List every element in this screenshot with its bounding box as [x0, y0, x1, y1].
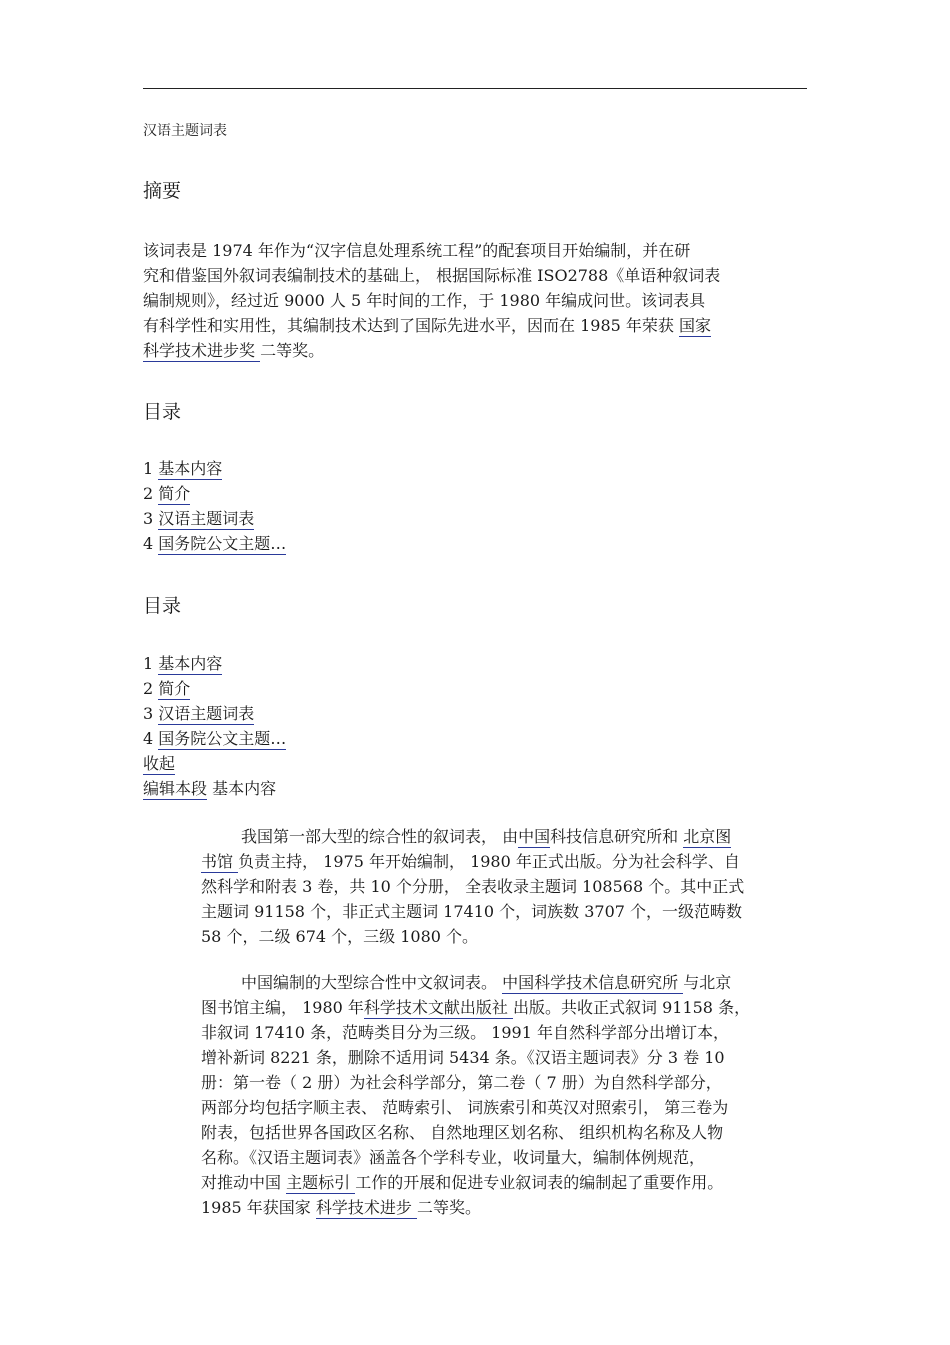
text-line: [143, 238, 809, 263]
toc-heading-2: 目录: [143, 595, 182, 617]
text-line: [201, 1170, 809, 1195]
text-span: 然科学和附表 3 卷，共 10 个分册， 全表收录主题词 108568 个。其中正式: [201, 877, 745, 896]
text-span: 册：第一卷（ 2 册）为社会科学部分，第二卷（ 7 册）为自然科学部分，: [201, 1073, 722, 1092]
section-title: 基本内容: [207, 779, 277, 798]
header-rule: [143, 88, 807, 89]
text-line: [201, 1095, 809, 1120]
text-span: 58 个，二级 674 个，三级 1080 个。: [201, 927, 479, 946]
text-line: [201, 824, 809, 849]
text-span: 负责主持， 1975 年开始编制， 1980 年正式出版。分为社会科学、自: [238, 852, 740, 871]
toc-item: [143, 676, 286, 701]
toc-item: [143, 531, 286, 556]
toc-item-link[interactable]: 基本内容: [158, 459, 223, 478]
text-line: [201, 1020, 809, 1045]
text-span: 二等奖。: [417, 1198, 482, 1217]
inline-link[interactable]: 科学技术文献出版社: [363, 998, 513, 1017]
text-line: [201, 1195, 809, 1220]
body-paragraph-1: [201, 824, 809, 949]
text-span: 编制规则》，经过近 9000 人 5 年时间的工作，于 1980 年编成问世。该词表具: [143, 291, 706, 310]
toc-item: [143, 506, 286, 531]
toc-item-link[interactable]: 国务院公文主题…: [158, 534, 287, 553]
table-of-contents-1: [143, 456, 286, 556]
body-paragraph-2: [201, 970, 809, 1220]
collapse-link[interactable]: 收起: [143, 754, 176, 773]
abstract-heading: 摘要: [143, 180, 182, 202]
toc-item: [143, 701, 286, 726]
text-span: 非叙词 17410 条，范畴类目分为三级。 1991 年自然科学部分出增订本，: [201, 1023, 729, 1042]
toc-item-link[interactable]: 简介: [158, 484, 191, 503]
inline-link[interactable]: 主题标引: [286, 1173, 356, 1192]
text-line: [143, 313, 809, 338]
toc-item: [143, 651, 286, 676]
text-span: 与北京: [683, 973, 732, 992]
toc-item: [143, 481, 286, 506]
toc-item-number: 4: [143, 534, 159, 553]
toc-item-number: 4: [143, 729, 159, 748]
abstract-paragraph: [143, 238, 809, 363]
text-span: 主题词 91158 个，非正式主题词 17410 个，词族数 3707 个，一级范畴数: [201, 902, 743, 921]
text-span: 出版。共收正式叙词 91158 条，: [513, 998, 751, 1017]
toc-item-number: 2: [143, 484, 159, 503]
collapse-row: [143, 751, 286, 776]
text-line: [201, 1145, 809, 1170]
toc-item-link[interactable]: 国务院公文主题…: [158, 729, 287, 748]
toc-item-number: 3: [143, 509, 159, 528]
inline-link[interactable]: 北京图: [683, 827, 732, 846]
text-span: 二等奖。: [260, 341, 325, 360]
text-span: 两部分均包括字顺主表、 范畴索引、 词族索引和英汉对照索引， 第三卷为: [201, 1098, 729, 1117]
toc-heading-1: 目录: [143, 401, 182, 423]
text-span: 该词表是 1974 年作为“汉字信息处理系统工程”的配套项目开始编制，并在研: [143, 241, 691, 260]
inline-link[interactable]: 中国科学技术信息研究所: [502, 973, 684, 992]
toc-item: [143, 456, 286, 481]
document-title: 汉语主题词表: [143, 123, 227, 139]
toc-item-number: 2: [143, 679, 159, 698]
text-span: 科技信息研究所和: [550, 827, 684, 846]
text-line: [201, 1045, 809, 1070]
toc-item: [143, 726, 286, 751]
text-line: [201, 874, 809, 899]
text-line: [143, 263, 809, 288]
text-line: [143, 288, 809, 313]
toc-item-link[interactable]: 汉语主题词表: [158, 509, 255, 528]
toc-item-number: 1: [143, 654, 159, 673]
text-line: [201, 849, 809, 874]
toc-item-link[interactable]: 汉语主题词表: [158, 704, 255, 723]
toc-item-number: 3: [143, 704, 159, 723]
text-span: 工作的开展和促进专业叙词表的编制起了重要作用。: [355, 1173, 724, 1192]
toc-item-link[interactable]: 基本内容: [158, 654, 223, 673]
text-span: 究和借鉴国外叙词表编制技术的基础上， 根据国际标准 ISO2788《单语种叙词表: [143, 266, 721, 285]
text-span: 增补新词 8221 条，删除不适用词 5434 条。《汉语主题词表》分 3 卷 10: [201, 1048, 725, 1067]
text-line: [201, 924, 809, 949]
text-span: 对推动中国: [201, 1173, 287, 1192]
inline-link[interactable]: 书馆: [201, 852, 239, 871]
text-line: [143, 338, 809, 363]
text-span: 有科学性和实用性，其编制技术达到了国际先进水平，因而在 1985 年荣获: [143, 316, 679, 335]
inline-link[interactable]: 科学技术进步: [315, 1198, 417, 1217]
table-of-contents-2: [143, 651, 286, 801]
toc-item-link[interactable]: 简介: [158, 679, 191, 698]
text-span: 中国编制的大型综合性中文叙词表。: [241, 973, 503, 992]
section-header-row: [143, 776, 286, 801]
text-span: 图书馆主编， 1980 年: [201, 998, 364, 1017]
inline-link[interactable]: 科学技术进步奖: [143, 341, 261, 360]
toc-item-number: 1: [143, 459, 159, 478]
text-span: 附表，包括世界各国政区名称、 自然地理区划名称、 组织机构名称及人物: [201, 1123, 724, 1142]
text-span: 名称。《汉语主题词表》涵盖各个学科专业，收词量大，编制体例规范，: [201, 1148, 706, 1167]
edit-section-link[interactable]: 编辑本段: [143, 779, 208, 798]
text-line: [201, 899, 809, 924]
text-span: 1985 年获国家: [201, 1198, 316, 1217]
text-span: 我国第一部大型的综合性的叙词表， 由: [241, 827, 519, 846]
inline-link[interactable]: 国家: [678, 316, 711, 335]
text-line: [201, 1120, 809, 1145]
inline-link[interactable]: 中国: [518, 827, 551, 846]
text-line: [201, 995, 809, 1020]
text-line: [201, 1070, 809, 1095]
text-line: [201, 970, 809, 995]
